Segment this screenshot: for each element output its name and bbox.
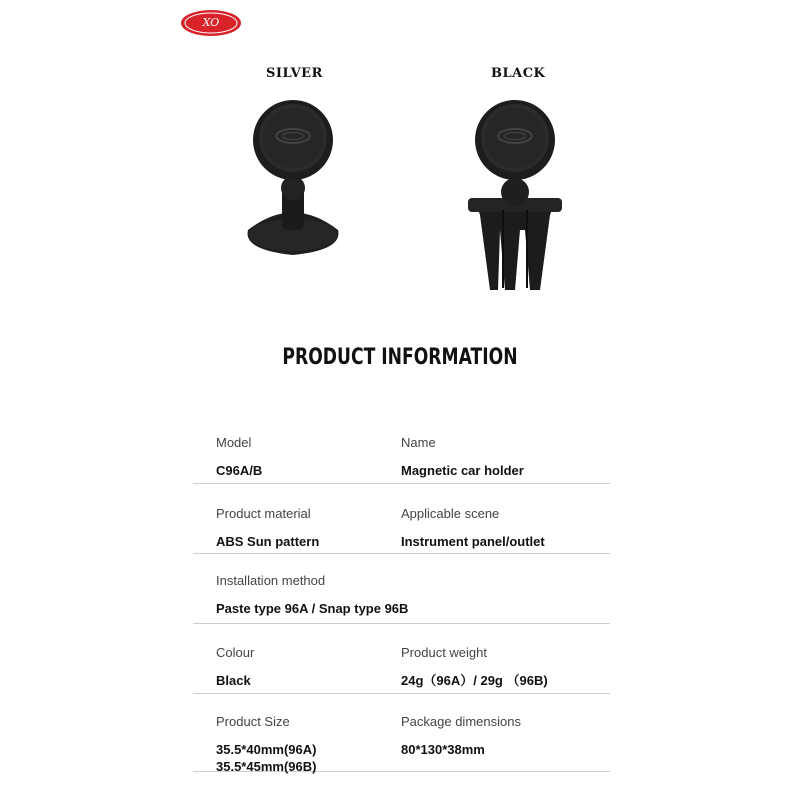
field-label: Product material	[216, 506, 311, 521]
variant-label-black: BLACK	[491, 66, 546, 81]
field-value: Instrument panel/outlet	[401, 534, 545, 549]
field-label: Product Size	[216, 714, 290, 729]
field-label: Model	[216, 435, 252, 450]
field-value: Paste type 96A / Snap type 96B	[216, 601, 409, 616]
info-row-installation	[193, 554, 610, 624]
info-cell-model	[216, 435, 262, 479]
info-row-size	[193, 694, 610, 772]
info-cell-package	[401, 714, 521, 758]
field-value: 35.5*40mm(96A)	[216, 742, 317, 757]
product-image-vent-mount	[440, 100, 590, 300]
field-value: 35.5*45mm(96B)	[216, 759, 317, 774]
field-value: Black	[216, 673, 251, 688]
field-label: Applicable scene	[401, 506, 500, 521]
field-label: Installation method	[216, 573, 326, 588]
field-value: 24g（96A）/ 29g （96B)	[401, 673, 548, 688]
field-label: Colour	[216, 645, 255, 660]
product-image-paste-mount	[218, 100, 368, 270]
info-cell-colour	[216, 645, 254, 689]
info-row-material	[193, 484, 610, 554]
info-cell-weight	[401, 645, 548, 689]
info-cell-installation	[216, 573, 408, 617]
info-cell-scene	[401, 506, 545, 550]
brand-logo	[180, 9, 242, 37]
field-value: ABS Sun pattern	[216, 534, 320, 549]
product-info-table	[193, 422, 610, 772]
info-cell-size	[216, 714, 316, 775]
variant-label-silver: SILVER	[266, 66, 323, 81]
info-row-model	[193, 422, 610, 484]
info-cell-material	[216, 506, 319, 550]
info-cell-name	[401, 435, 524, 479]
section-title: PRODUCT INFORMATION	[282, 345, 518, 370]
info-row-colour	[193, 624, 610, 694]
field-label: Package dimensions	[401, 714, 521, 729]
field-value: C96A/B	[216, 463, 263, 478]
field-value: 80*130*38mm	[401, 742, 485, 757]
field-label: Product weight	[401, 645, 487, 660]
field-value: Magnetic car holder	[401, 463, 524, 478]
field-label: Name	[401, 435, 436, 450]
brand-logo-text: XO	[202, 16, 220, 29]
